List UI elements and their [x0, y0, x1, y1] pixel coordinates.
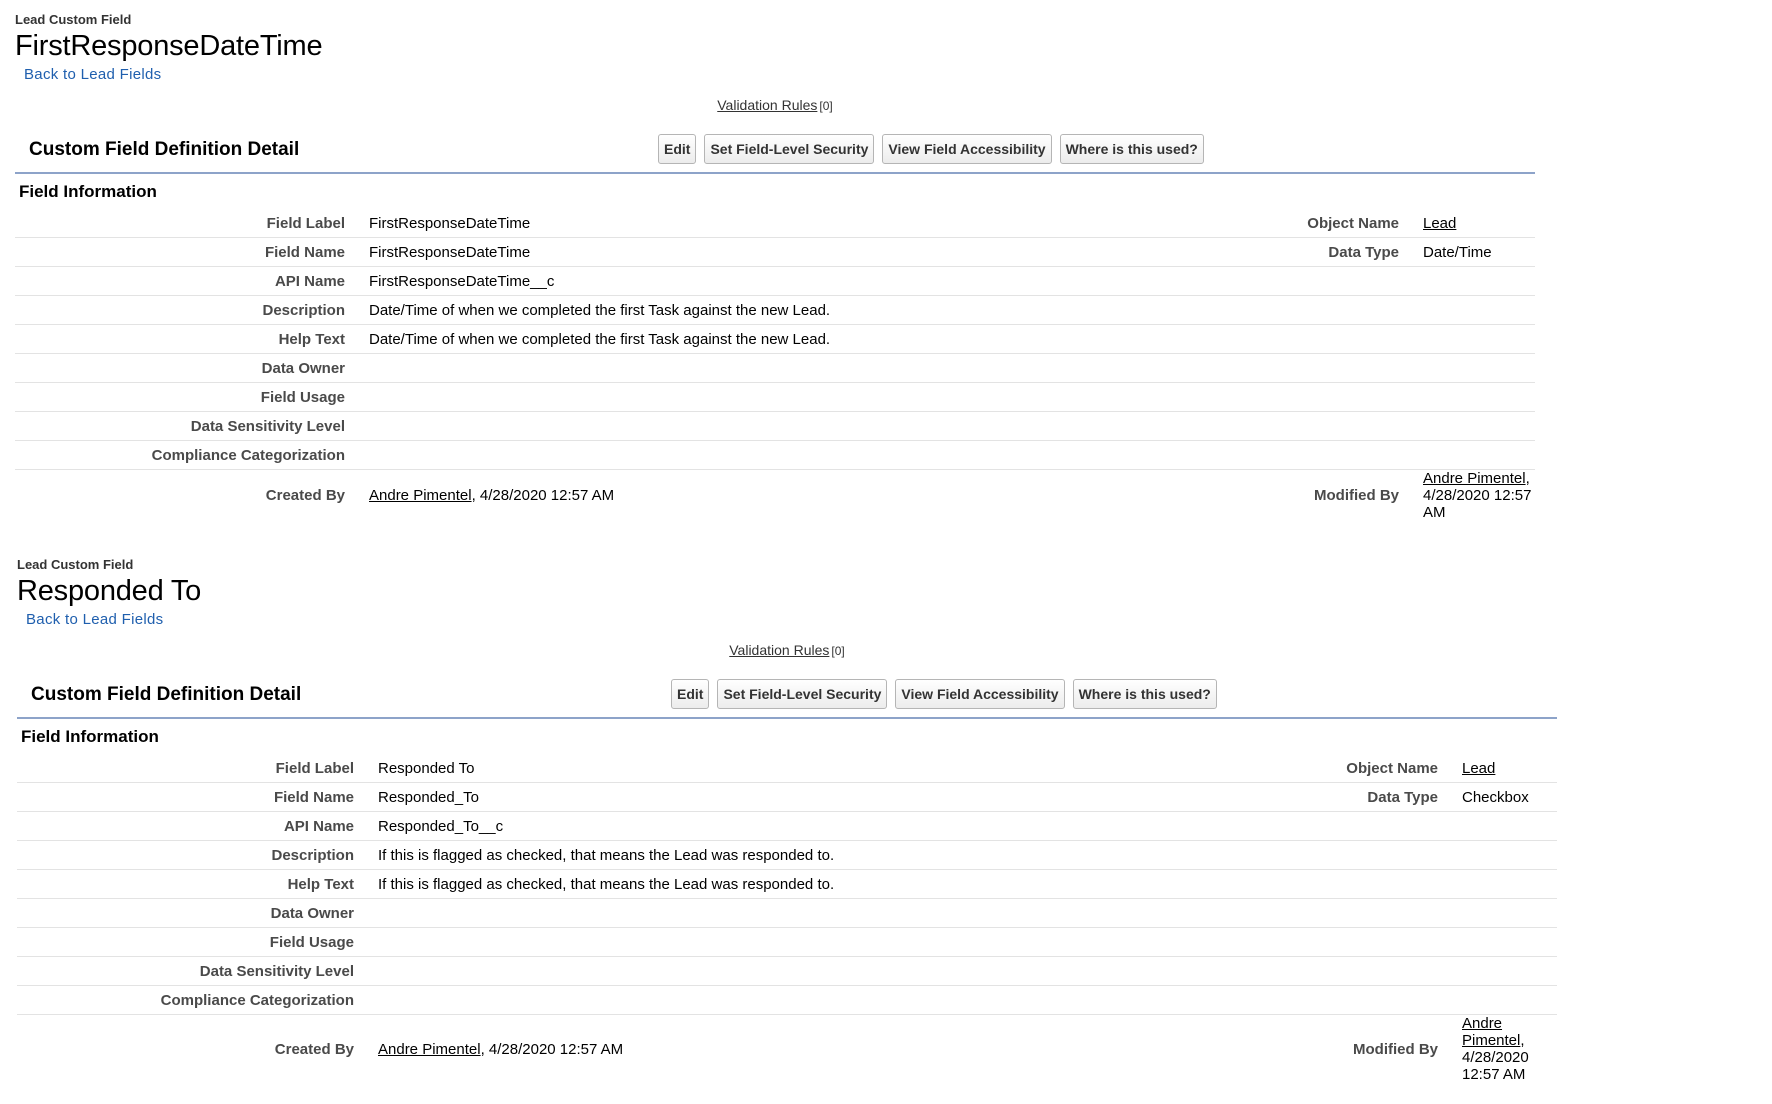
description-value: Date/Time of when we completed the first Task against the new Lead. — [369, 296, 1159, 325]
table-row — [17, 841, 1557, 870]
object-name-label: Object Name — [1159, 209, 1423, 238]
table-row — [15, 383, 1535, 412]
modified-by-user-link[interactable]: Andre Pimentel — [1423, 470, 1526, 487]
table-row — [17, 957, 1557, 986]
created-by-label: Created By — [274, 1040, 354, 1058]
created-by-label: Created By — [265, 487, 345, 504]
api-name-value: Responded_To__c — [378, 812, 1188, 841]
object-name-value — [1423, 209, 1535, 238]
field-label-label: Field Label — [17, 754, 378, 783]
object-name-label: Object Name — [1188, 754, 1462, 783]
table-row — [15, 354, 1535, 383]
compliance-label: Compliance Categorization — [15, 441, 369, 470]
button-row — [658, 134, 1204, 164]
help-text-value: Date/Time of when we completed the first Task against the new Lead. — [369, 325, 1159, 354]
api-name-label: API Name — [15, 267, 369, 296]
validation-rules-count: [0] — [831, 644, 845, 658]
table-row — [17, 754, 1557, 783]
field-usage-value — [378, 928, 1188, 957]
field-detail-table — [17, 754, 1557, 1083]
field-name-label: Field Name — [15, 238, 369, 267]
created-date: , 4/28/2020 12:57 AM — [480, 1040, 624, 1058]
field-label-label: Field Label — [15, 209, 369, 238]
table-row — [17, 928, 1557, 957]
table-row — [15, 325, 1535, 354]
where-is-this-used-button[interactable]: Where is this used? — [1073, 679, 1217, 709]
modified-by-label: Modified By — [1314, 487, 1399, 504]
data-sensitivity-label: Data Sensitivity Level — [15, 412, 369, 441]
table-row — [15, 412, 1535, 441]
modified-date: , 4/28/2020 12:57 AM — [1423, 470, 1532, 521]
created-by-value — [378, 1015, 1188, 1084]
validation-rules-link[interactable]: Validation Rules — [729, 642, 830, 658]
view-field-accessibility-button[interactable]: View Field Accessibility — [895, 679, 1064, 709]
button-row — [671, 679, 1217, 709]
description-value: If this is flagged as checked, that means the Lead was responded to. — [378, 841, 1188, 870]
validation-rules-count: [0] — [819, 99, 833, 113]
help-text-label: Help Text — [17, 870, 378, 899]
data-owner-value — [378, 899, 1188, 928]
table-row — [15, 470, 1535, 522]
table-row — [17, 783, 1557, 812]
field-usage-label: Field Usage — [15, 383, 369, 412]
modified-by-label: Modified By — [1353, 1040, 1438, 1058]
object-name-link[interactable]: Lead — [1423, 214, 1457, 232]
created-date: , 4/28/2020 12:57 AM — [471, 487, 615, 504]
object-name-link[interactable]: Lead — [1462, 759, 1496, 777]
field-information-heading: Field Information — [21, 727, 159, 746]
data-owner-label: Data Owner — [15, 354, 369, 383]
set-field-level-security-button[interactable]: Set Field-Level Security — [704, 134, 874, 164]
page-title: FirstResponseDateTime — [15, 30, 323, 62]
help-text-value: If this is flagged as checked, that means the Lead was responded to. — [378, 870, 1188, 899]
data-type-value: Date/Time — [1423, 238, 1535, 267]
field-usage-value — [369, 383, 1159, 412]
data-sensitivity-label: Data Sensitivity Level — [17, 957, 378, 986]
view-field-accessibility-button[interactable]: View Field Accessibility — [882, 134, 1051, 164]
field-label-value: FirstResponseDateTime — [369, 209, 1159, 238]
block-title: Custom Field Definition Detail — [31, 684, 302, 705]
field-information-heading: Field Information — [19, 182, 157, 201]
modified-by-user-link[interactable]: Andre Pimentel — [1462, 1015, 1521, 1049]
object-name-value — [1462, 754, 1557, 783]
data-sensitivity-value — [378, 957, 1188, 986]
created-by-value — [369, 470, 1159, 522]
description-label: Description — [15, 296, 369, 325]
table-row — [15, 238, 1535, 267]
set-field-level-security-button[interactable]: Set Field-Level Security — [717, 679, 887, 709]
related-list-links — [17, 642, 1557, 664]
created-by-user-link[interactable]: Andre Pimentel — [369, 487, 472, 504]
field-name-value: Responded_To — [378, 783, 1188, 812]
custom-field-page-first-response — [15, 10, 1535, 521]
page-type-label: Lead Custom Field — [15, 12, 132, 27]
field-detail-table — [15, 209, 1535, 521]
data-type-label: Data Type — [1159, 238, 1423, 267]
table-row — [17, 870, 1557, 899]
back-to-lead-fields-link[interactable]: Back to Lead Fields — [24, 66, 162, 83]
data-owner-value — [369, 354, 1159, 383]
validation-rules-link[interactable]: Validation Rules — [717, 97, 818, 113]
field-name-value: FirstResponseDateTime — [369, 238, 1159, 267]
data-sensitivity-value — [369, 412, 1159, 441]
description-label: Description — [17, 841, 378, 870]
table-row — [15, 441, 1535, 470]
table-row — [15, 296, 1535, 325]
field-usage-label: Field Usage — [17, 928, 378, 957]
api-name-value: FirstResponseDateTime__c — [369, 267, 1159, 296]
table-row — [15, 267, 1535, 296]
page-title: Responded To — [17, 575, 202, 607]
table-row — [17, 899, 1557, 928]
back-to-lead-fields-link[interactable]: Back to Lead Fields — [26, 611, 164, 628]
edit-button[interactable]: Edit — [671, 679, 709, 709]
data-type-label: Data Type — [1188, 783, 1462, 812]
field-label-value: Responded To — [378, 754, 1188, 783]
help-text-label: Help Text — [15, 325, 369, 354]
table-row — [17, 812, 1557, 841]
modified-by-value — [1462, 1015, 1557, 1084]
data-owner-label: Data Owner — [17, 899, 378, 928]
compliance-label: Compliance Categorization — [17, 986, 378, 1015]
modified-by-value — [1423, 470, 1535, 522]
created-by-user-link[interactable]: Andre Pimentel — [378, 1040, 481, 1058]
table-row — [17, 1015, 1557, 1084]
detail-block-header — [15, 127, 1535, 174]
where-is-this-used-button[interactable]: Where is this used? — [1060, 134, 1204, 164]
related-list-links — [15, 97, 1535, 119]
block-title: Custom Field Definition Detail — [29, 139, 300, 160]
field-name-label: Field Name — [17, 783, 378, 812]
edit-button[interactable]: Edit — [658, 134, 696, 164]
table-row — [17, 986, 1557, 1015]
api-name-label: API Name — [17, 812, 378, 841]
compliance-value — [378, 986, 1188, 1015]
data-type-value: Checkbox — [1462, 783, 1557, 812]
detail-block-header — [17, 672, 1557, 719]
page-type-label: Lead Custom Field — [17, 557, 134, 572]
custom-field-page-responded-to — [17, 555, 1557, 1083]
compliance-value — [369, 441, 1159, 470]
modified-date: , 4/28/2020 12:57 AM — [1462, 1032, 1529, 1083]
table-row — [15, 209, 1535, 238]
